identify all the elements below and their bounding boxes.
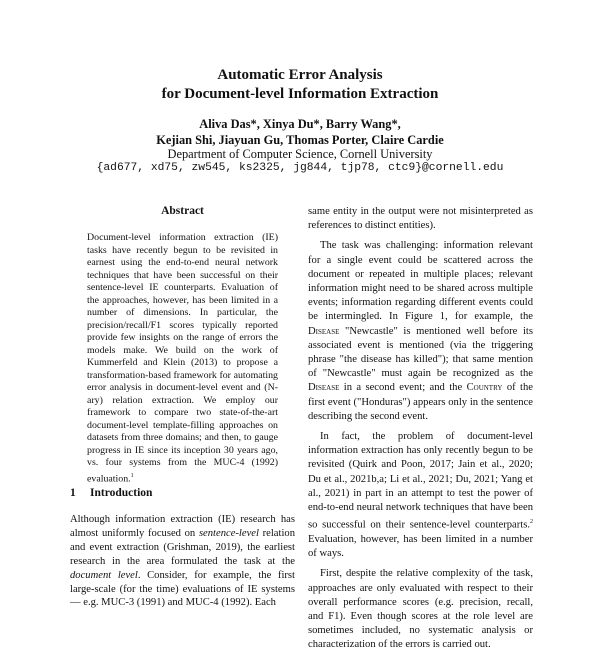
intro-emphasis-sentence-level: sentence-level <box>198 527 259 539</box>
abstract-text <box>87 232 278 485</box>
right-paragraph-2 <box>308 239 533 424</box>
author-list <box>0 117 600 148</box>
right-paragraph-4: First, despite the relative complexity of the task, approaches are only evaluated with respect to their overall performance scores (e.g. precision, recall, and F1). Even though scores at the role level are sometimes included, no systematic analysis or characterization of the errors is carried out. <box>308 568 533 651</box>
intro-text-b: relation and event extraction (Grishman, 2019), the earliest research in the area formulated the task at the <box>70 527 295 567</box>
section-number: 1 <box>70 487 76 499</box>
introduction-text <box>70 513 295 610</box>
right-column-text <box>308 205 533 659</box>
p2-text-d: of the first event ("Honduras") appears only in the sentence describing the second event. <box>308 382 533 422</box>
abstract-paragraph: Document-level information extraction (IE) tasks have recently begun to be revisited in earnest using the end-to-end neural network techniques that have been successful on their sentence-level IE counterparts. Evaluation of the approaches, however, has been limited in a number of dimensions. In particular, the precision/recall/F1 scores typically reported provide few insights on the range of errors the models make. We build on the work of Kummerfeld and Klein (2013) to propose a transformation-based framework for automating error analysis in document-level event and (N-ary) relation extraction. We employ our framework to compare two state-of-the-art document-level template-filling approaches on datasets from three domains; and then, to gauge progress in IE since its inception 30 years ago, vs. four systems from the MUC-4 (1992) evaluation. <box>87 232 278 484</box>
intro-text-c: . Consider, for example, the first large-scale (for the time) evaluations of IE systems — e.g. MUC-3 (1991) and MUC-4 (1992). Each <box>70 569 295 609</box>
right-paragraph-3 <box>308 430 533 561</box>
intro-text-a: Although information extraction (IE) research has almost uniformly focused on <box>70 514 295 539</box>
intro-emphasis-document-level: document level <box>70 569 138 581</box>
section-heading-introduction <box>70 487 152 499</box>
author-emails: {ad677, xd75, zw545, ks2325, jg844, tjp78, ctc9}@cornell.edu <box>96 162 504 174</box>
abstract-heading: Abstract <box>161 205 204 217</box>
footnote-marker-2: 2 <box>530 519 533 526</box>
p2-term-disease-2: Disease <box>308 382 340 394</box>
title-line-2: for Document-level Information Extraction <box>161 86 439 102</box>
p3-text-b: Evaluation, however, has been limited in a number of ways. <box>308 534 533 560</box>
p2-text-c: in a second event; and the <box>339 382 467 394</box>
footnote-marker: 1 <box>130 472 134 479</box>
authors-line-1: Aliva Das*, Xinya Du*, Barry Wang*, <box>199 117 401 131</box>
affiliation: Department of Computer Science, Cornell University <box>167 147 433 161</box>
authors-line-2: Kejian Shi, Jiayuan Gu, Thomas Porter, Claire Cardie <box>156 132 444 147</box>
p3-text-a: In fact, the problem of document-level information extraction has only recently begun to be revisited (Quirk and Poon, 2017; Jain et al., 2020; Du et al., 2021b,a; Li et al., 2021; Du, 2021; Yang et al., 2021) in part in an attempt to test the power of end-to-end neural network techniques that have been so successful on their sentence-level counterparts. <box>308 431 533 531</box>
p2-text-a: The task was challenging: information relevant for a single event could be scattered across the document or repeated in multiple places; relevant information might need to be shared across multiple events; information regarding different events could be intermingled. In Figure 1, for example, the <box>308 240 533 323</box>
right-paragraph-1: same entity in the output were not misinterpreted as references to distinct entities). <box>308 206 533 232</box>
p2-term-disease-1: Disease <box>308 325 340 337</box>
section-title: Introduction <box>90 487 153 499</box>
paper-title <box>0 66 600 104</box>
p2-term-country: Country <box>466 382 503 394</box>
title-line-1: Automatic Error Analysis <box>217 67 383 83</box>
p2-text-b: "Newcastle" is mentioned well before its associated event is mentioned (via the triggering phrase "the disease has killed"); that same mention of "Newcastle" must again be recognized as the <box>308 325 533 380</box>
